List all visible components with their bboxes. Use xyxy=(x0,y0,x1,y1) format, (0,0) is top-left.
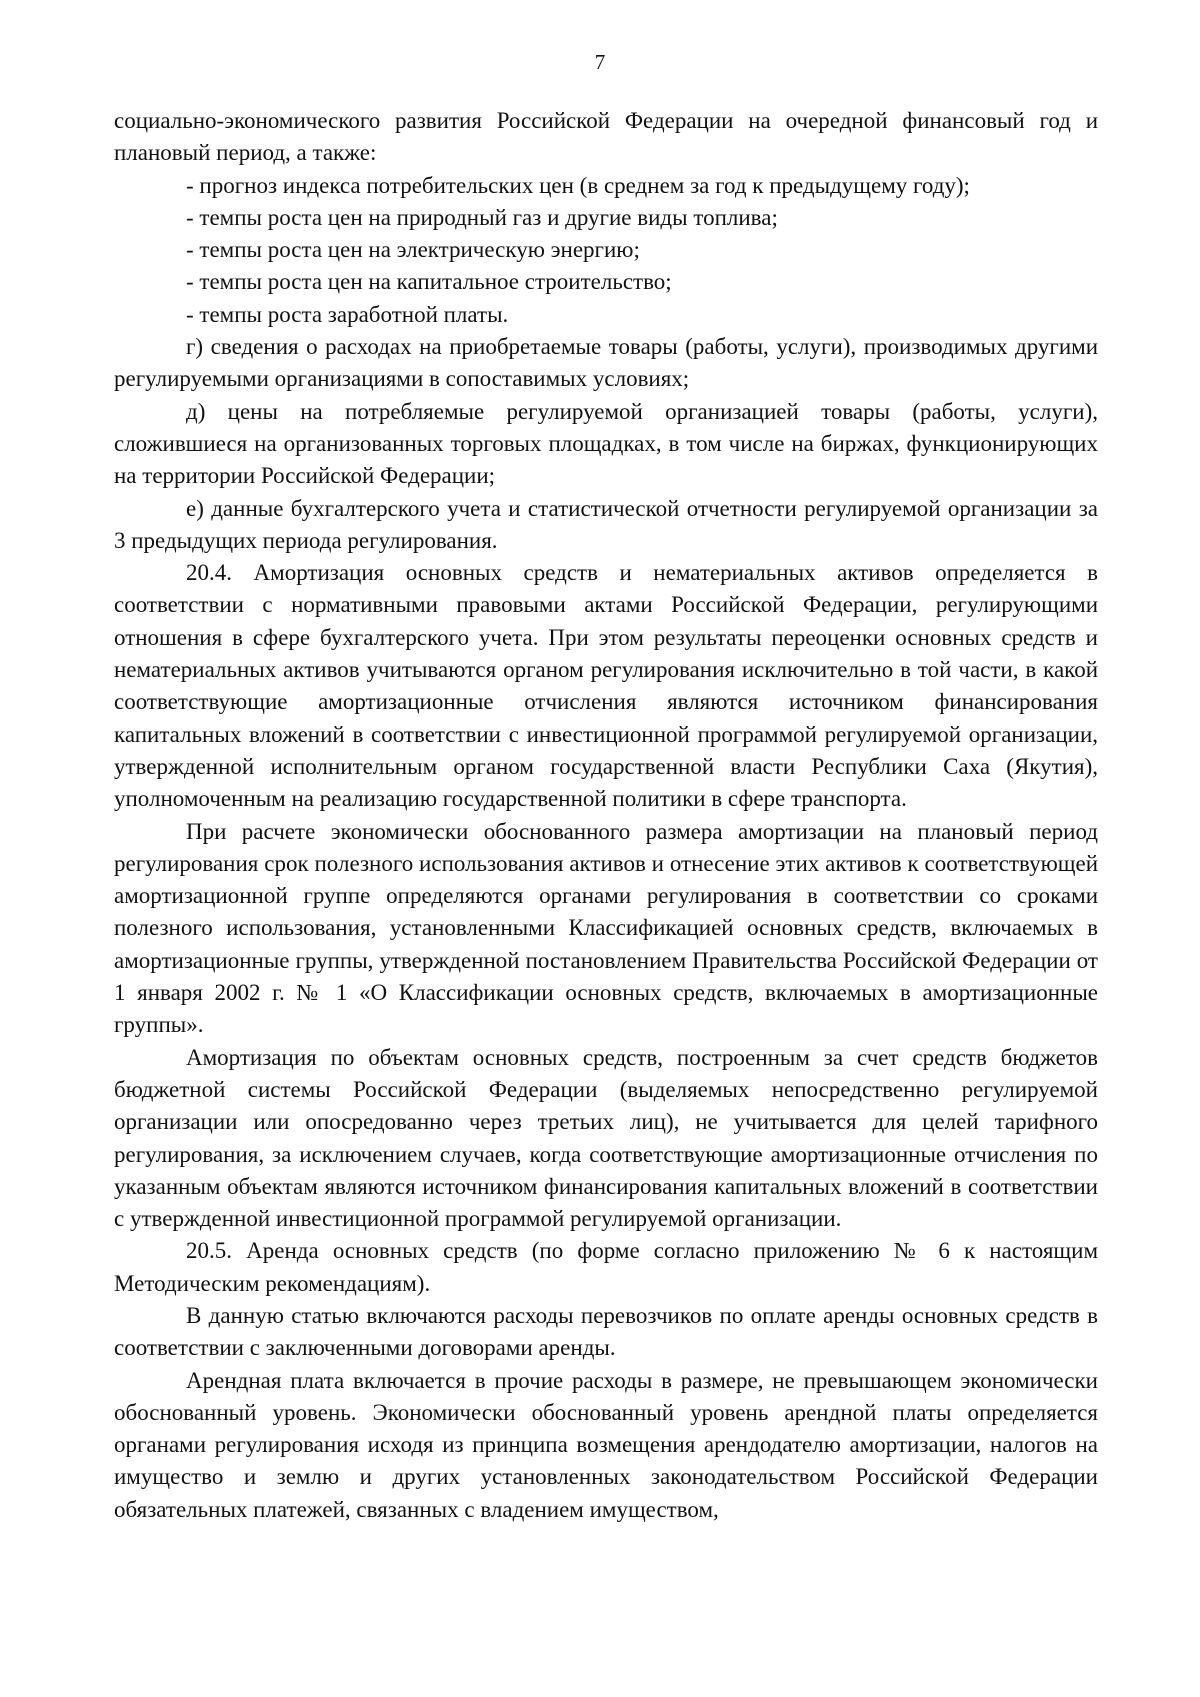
paragraph-item-e: е) данные бухгалтерского учета и статистической отчетности регулируемой организации за 3 предыдущих периода регулирования. xyxy=(114,495,1098,553)
paragraph-rent-payment: Арендная плата включается в прочие расходы в размере, не превышающем экономически обоснованный уровень. Экономически обоснованный уровень арендной платы определяется органами регулирования исходя из принципа возмещения арендодателю амортизации, налогов на имущество и землю и других установленных законодательством Российской Федерации обязательных платежей, связанных с владением имуществом, xyxy=(114,1367,1098,1522)
document-body xyxy=(114,105,1098,1526)
paragraph-continuation: социально-экономического развития Российской Федерации на очередной финансовый год и плановый период, а также: xyxy=(114,108,1098,166)
paragraph-depreciation-calculation: При расчете экономически обоснованного размера амортизации на плановый период регулирования срок полезного использования активов и отнесение этих активов к соответствующей амортизационной группе определяются органами регулирования в соответствии со сроками полезного использования, установленными Классификацией основных средств, включаемых в амортизационные группы, утвержденной постановлением Правительства Российской Федерации от 1 января 2002 г. № 1 «О Классификации основных средств, включаемых в амортизационные группы». xyxy=(114,818,1098,1038)
list-item-wage-growth: - темпы роста заработной платы. xyxy=(186,301,509,327)
paragraph-20-4: 20.4. Амортизация основных средств и нематериальных активов определяется в соответствии с нормативными правовыми актами Российской Федерации, регулирующими отношения в сфере бухгалтерского учета. При этом результаты переоценки основных средств и нематериальных активов учитываются органом регулирования исключительно в той части, в какой соответствующие амортизационные отчисления являются источником финансирования капитальных вложений в соответствии с инвестиционной программой регулируемой организации, утвержденной исполнительным органом государственной власти Республики Саха (Якутия), уполномоченным на реализацию государственной политики в сфере транспорта. xyxy=(114,560,1098,812)
paragraph-rent-expenses: В данную статью включаются расходы перевозчиков по оплате аренды основных средств в соответствии с заключенными договорами аренды. xyxy=(114,1302,1098,1361)
list-item-gas-prices: - темпы роста цен на природный газ и другие виды топлива; xyxy=(186,204,778,230)
paragraph-item-d: д) цены на потребляемые регулируемой организацией товары (работы, услуги), сложившиеся на организованных торговых площадках, в том числе на биржах, функционирующих на территории Российской Федерации; xyxy=(114,398,1098,489)
paragraph-20-5: 20.5. Аренда основных средств (по форме согласно приложению № 6 к настоящим Методическим рекомендациям). xyxy=(114,1238,1098,1296)
list-item-cpi-forecast: - прогноз индекса потребительских цен (в среднем за год к предыдущему году); xyxy=(186,172,970,198)
list-item-construction-prices: - темпы роста цен на капитальное строительство; xyxy=(186,269,672,295)
page-number: 7 xyxy=(594,50,606,74)
paragraph-depreciation-budget: Амортизация по объектам основных средств, построенным за счет средств бюджетов бюджетной системы Российской Федерации (выделяемых непосредственно регулируемой организации или опосредованно через третьих лиц), не учитывается для целей тарифного регулирования, за исключением случаев, когда соответствующие амортизационные отчисления по указанным объектам являются источником финансирования капитальных вложений в соответствии с утвержденной инвестиционной программой регулируемой организации. xyxy=(114,1044,1098,1232)
list-item-electricity-prices: - темпы роста цен на электрическую энергию; xyxy=(186,237,640,263)
paragraph-item-g: г) сведения о расходах на приобретаемые товары (работы, услуги), производимых другими регулируемыми организациями в сопоставимых условиях; xyxy=(114,334,1098,392)
